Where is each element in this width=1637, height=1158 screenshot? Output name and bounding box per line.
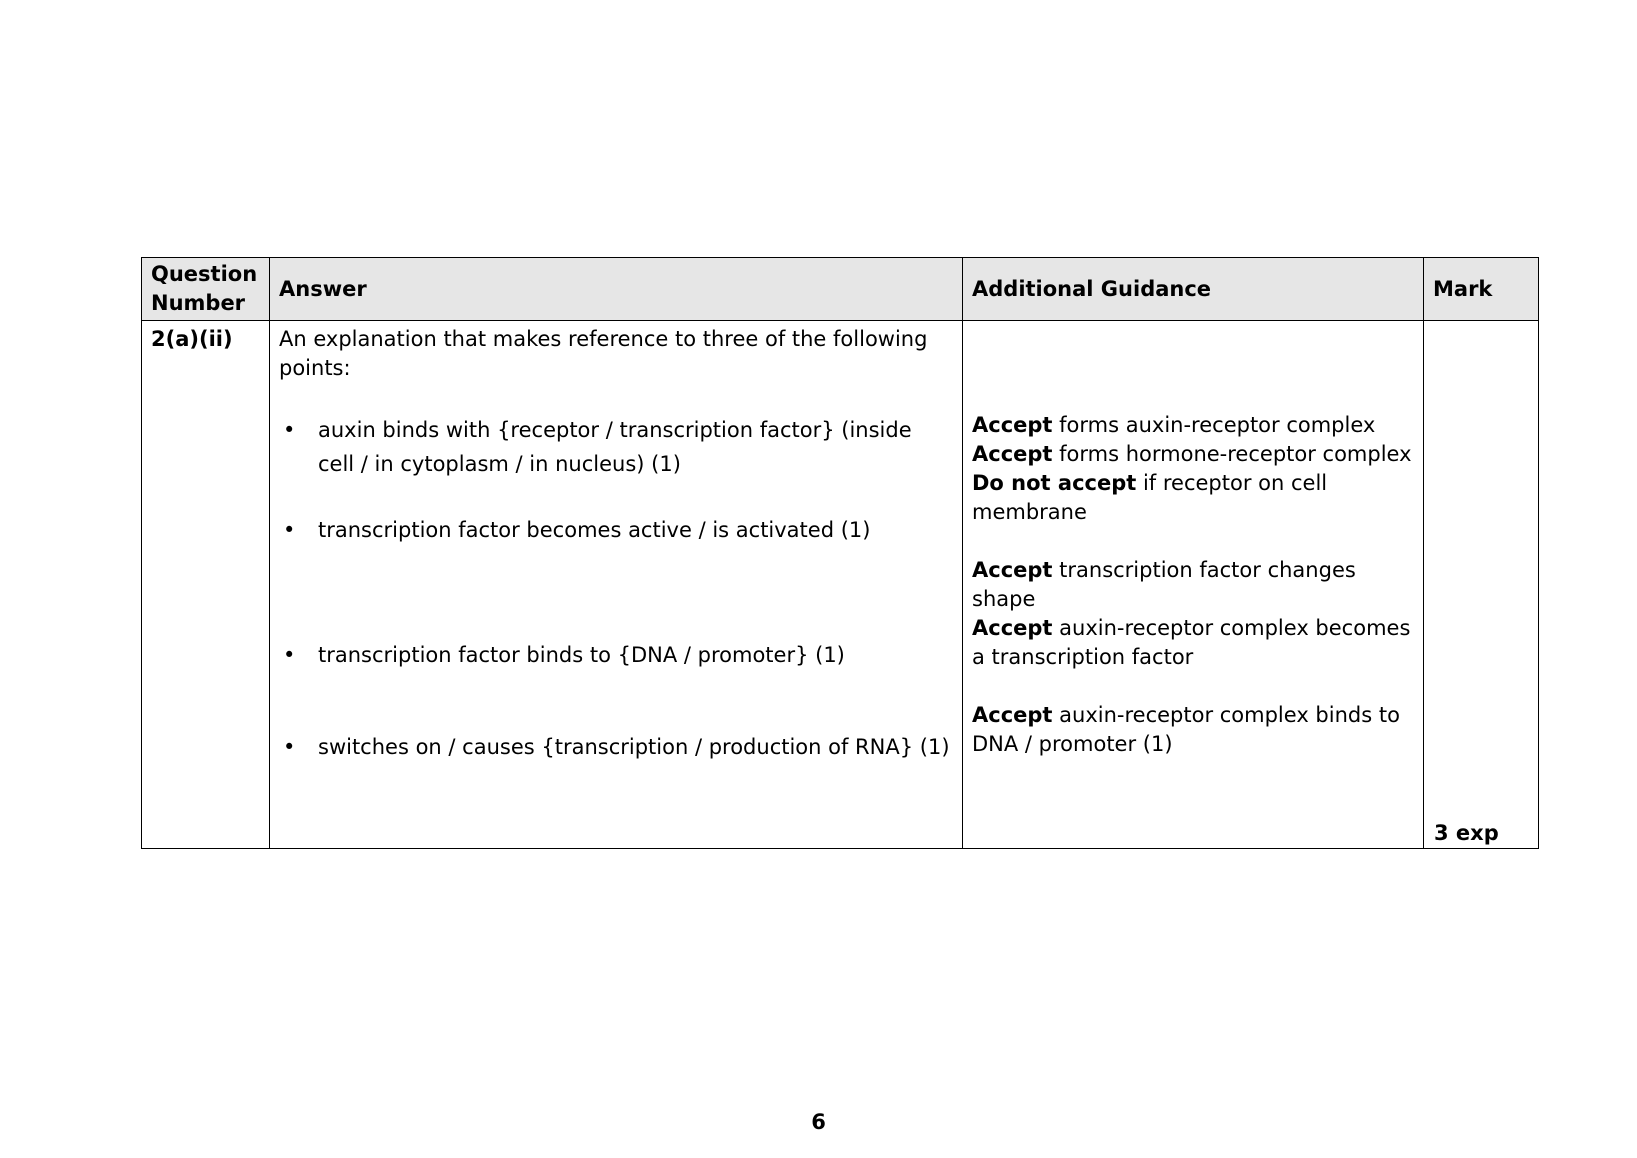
answer-point-text: switches on / causes {transcription / production of RNA} (1): [318, 735, 950, 759]
guidance-keyword: Accept: [972, 413, 1053, 437]
guidance-block: [972, 701, 1414, 759]
header-additional-guidance: Additional Guidance: [963, 258, 1424, 321]
guidance-keyword: Do not accept: [972, 471, 1137, 495]
page-number: 6: [811, 1110, 826, 1134]
question-number: 2(a)(ii): [151, 327, 233, 351]
answer-point: [279, 730, 953, 764]
guidance-block: [972, 411, 1414, 527]
bullet-icon: •: [283, 735, 296, 759]
guidance-keyword: Accept: [972, 616, 1053, 640]
header-answer: Answer: [270, 258, 963, 321]
table-row: [142, 321, 1539, 849]
bullet-icon: •: [283, 518, 296, 542]
guidance-keyword: Accept: [972, 442, 1053, 466]
guidance-text: auxin-receptor complex binds to DNA / promoter (1): [972, 703, 1400, 756]
guidance-keyword: Accept: [972, 558, 1053, 582]
guidance-text: forms auxin-receptor complex: [1052, 413, 1376, 437]
question-number-cell: [142, 321, 270, 849]
guidance-text: transcription factor changes shape: [972, 558, 1356, 611]
answer-points-list: [279, 413, 953, 764]
guidance-line: [972, 701, 1414, 759]
mark-scheme-table: [141, 257, 1539, 849]
guidance-block: [972, 556, 1414, 672]
guidance-keyword: Accept: [972, 703, 1053, 727]
guidance-line: [972, 469, 1414, 527]
guidance-line: [972, 440, 1414, 469]
answer-point-text: transcription factor binds to {DNA / promoter} (1): [318, 643, 845, 667]
header-mark: Mark: [1424, 258, 1539, 321]
answer-point-text: transcription factor becomes active / is activated (1): [318, 518, 871, 542]
answer-point: [279, 413, 953, 513]
table-header-row: [142, 258, 1539, 321]
guidance-text: if receptor on cell membrane: [972, 471, 1328, 524]
answer-intro: An explanation that makes reference to three of the following points:: [279, 327, 928, 380]
mark-value: 3 exp: [1434, 821, 1499, 845]
guidance-line: [972, 556, 1414, 614]
header-question-number: Question Number: [142, 258, 270, 321]
answer-point: [279, 638, 953, 730]
answer-point: [279, 513, 953, 638]
guidance-text: forms hormone-receptor complex: [1052, 442, 1412, 466]
guidance-line: [972, 411, 1414, 440]
bullet-icon: •: [283, 418, 296, 442]
mark-cell: [1424, 321, 1539, 849]
bullet-icon: •: [283, 643, 296, 667]
guidance-text: auxin-receptor complex becomes a transcription factor: [972, 616, 1411, 669]
guidance-line: [972, 614, 1414, 672]
answer-point-text: auxin binds with {receptor / transcription factor} (inside cell / in cytoplasm / in nucleus) (1): [318, 418, 912, 476]
guidance-cell: [963, 321, 1424, 849]
answer-cell: [270, 321, 963, 849]
